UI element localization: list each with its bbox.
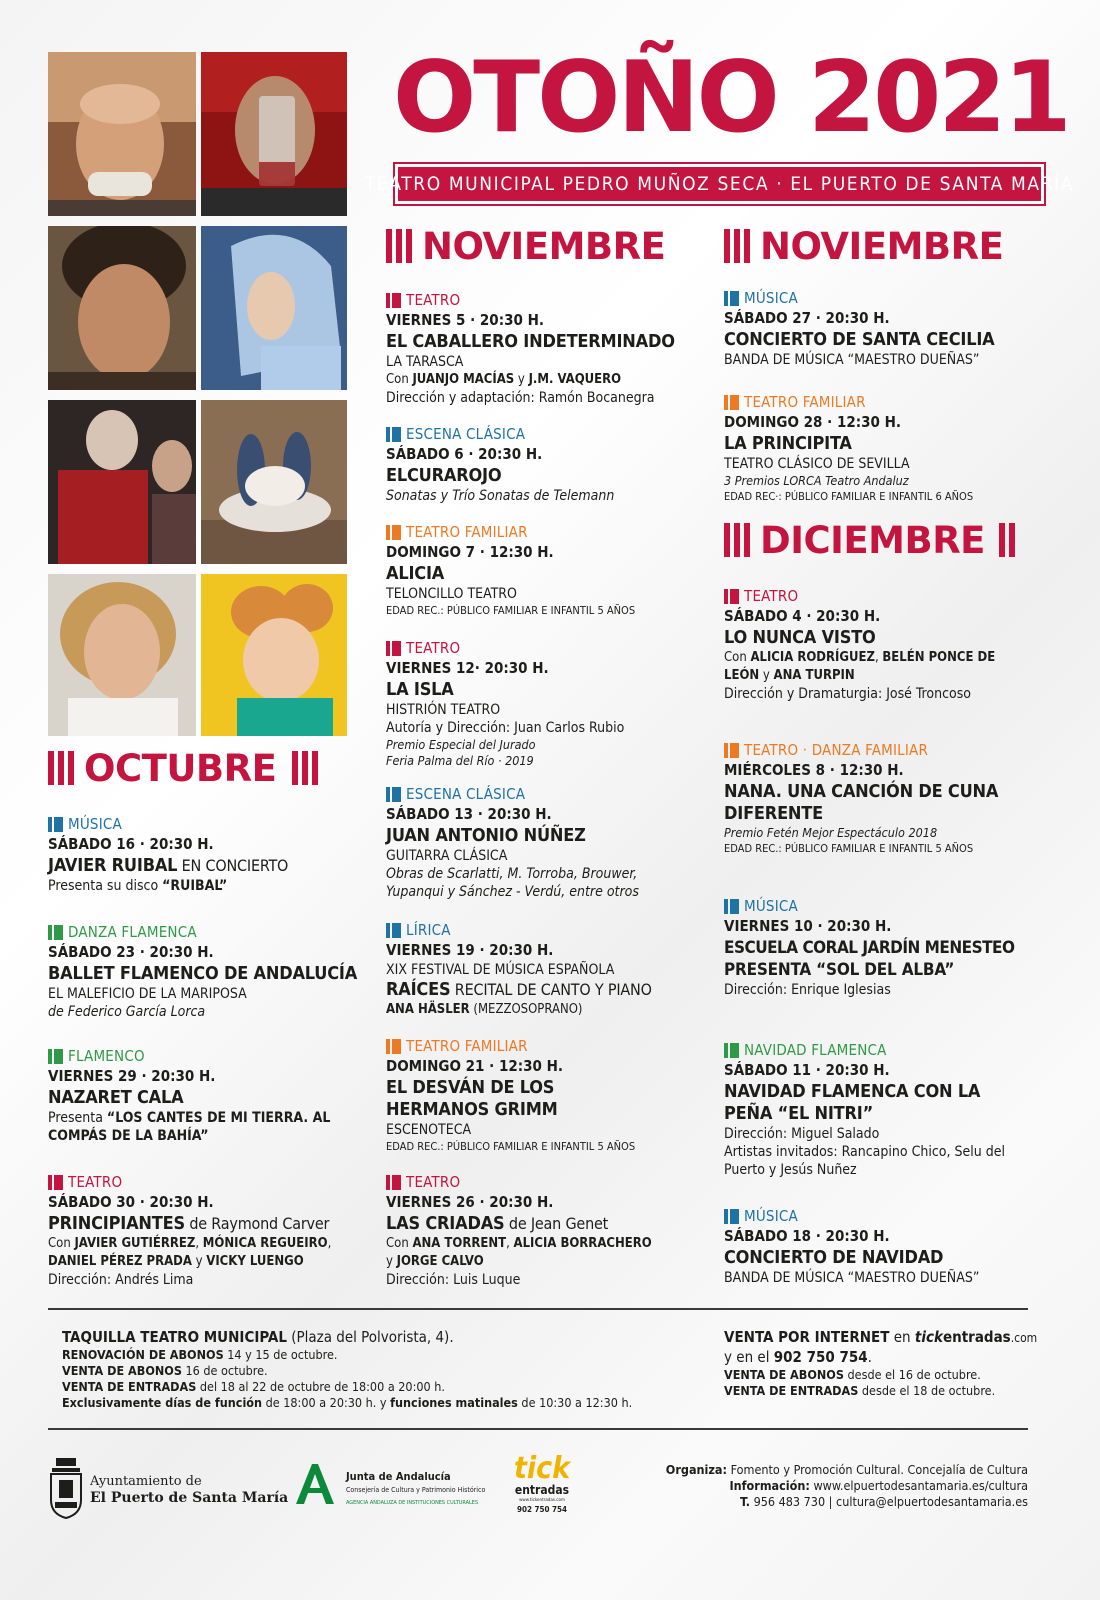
bars-icon [724,229,750,263]
event-date: VIERNES 12· 20:30 H. [386,659,549,677]
event-line: Con JUANJO MACÍAS y J.M. VAQUERO [386,372,622,387]
event-juan-antonio-nunez [386,784,706,901]
junta-name: Junta de Andalucía [346,1470,451,1483]
event-line: Dirección y Dramaturgia: José Troncoso [724,686,972,702]
event-title: LAS CRIADAS de Jean Genet [386,1213,609,1234]
event-date: SÁBADO 23 · 20:30 H. [48,943,214,961]
event-date: SÁBADO 4 · 20:30 H. [724,607,881,625]
event-title: ALICIA [386,563,445,584]
event-nazaret-cala [48,1046,358,1145]
tick-entradas: entradas [514,1483,570,1497]
taquilla-line: RENOVACIÓN DE ABONOS 14 y 15 de octubre. [62,1347,338,1362]
event-line: y JORGE CALVO [386,1254,484,1269]
event-raices [386,920,706,1019]
event-title: JUAN ANTONIO NÚÑEZ [386,825,586,846]
category-label: TEATRO · DANZA FAMILIAR [744,741,929,759]
event-line: Con JAVIER GUTIÉRREZ, MÓNICA REGUEIRO, [48,1236,332,1251]
category-label: ESCENA CLÁSICA [406,425,526,443]
event-line: LA TARASCA [386,354,464,370]
tick-wordmark: tick [513,1451,571,1486]
internet-line: VENTA DE ENTRADAS desde el 18 de octubre. [724,1383,996,1398]
event-ballet-flamenco [48,922,358,1021]
event-title: LA PRINCIPITA [724,433,852,454]
month-heading-text: DICIEMBRE [760,518,985,562]
category-label: TEATRO FAMILIAR [744,393,866,411]
event-line: Premio Especial del Jurado [386,737,536,752]
bars-icon [48,751,74,785]
event-line: Feria Palma del Río · 2019 [386,753,534,768]
event-line: 3 Premios LORCA Teatro Andaluz [724,473,909,488]
event-title: RAÍCES RECITAL DE CANTO Y PIANO [386,979,652,1000]
junta-andalucia-logo [292,1456,492,1520]
event-date: DOMINGO 7 · 12:30 H. [386,543,554,561]
category-square-icon [48,1049,63,1064]
category-square-icon [724,395,739,410]
event-line: Obras de Scarlatti, M. Torroba, Brouwer, [386,866,638,882]
month-heading-text: NOVIEMBRE [760,224,1004,268]
category-label: TEATRO [406,639,461,657]
category-label: TEATRO [406,291,461,309]
event-lo-nunca-visto [724,586,1036,703]
ayuntamiento-label: Ayuntamiento de [90,1474,202,1489]
event-line: Dirección: Miguel Salado [724,1126,880,1142]
venue-banner [364,162,1075,206]
category-square-icon [724,291,739,306]
taquilla-line: VENTA DE ENTRADAS del 18 al 22 de octubre de 18:00 a 20:00 h. [62,1379,445,1394]
event-date: SÁBADO 18 · 20:30 H. [724,1227,890,1245]
category-square-icon [386,293,401,308]
category-square-icon [386,525,401,540]
category-label: ESCENA CLÁSICA [406,785,526,803]
category-square-icon [48,1175,63,1190]
page-title: OTOÑO 2021 [393,41,1069,155]
tick-url: www.tickentradas.com [519,1498,565,1503]
category-label: TEATRO FAMILIAR [406,523,528,541]
event-line: COMPÁS DE LA BAHÍA” [48,1128,209,1144]
photo-alicia [201,574,347,736]
event-line: BANDA DE MÚSICA “MAESTRO DUEÑAS” [724,352,980,368]
ayuntamiento-logo [48,1456,289,1520]
event-title: NAZARET CALA [48,1087,184,1108]
event-title: LA ISLA [386,679,454,700]
event-date: SÁBADO 16 · 20:30 H. [48,835,214,853]
category-square-icon [724,1209,739,1224]
event-line: BANDA DE MÚSICA “MAESTRO DUEÑAS” [724,1270,980,1286]
event-title: ELCURAROJO [386,465,502,486]
category-square-icon [724,743,739,758]
category-label: MÚSICA [744,1207,798,1225]
event-title-line-2: PEÑA “EL NITRI” [724,1103,874,1124]
event-line: Dirección: Andrés Lima [48,1272,194,1288]
taquilla-heading: TAQUILLA TEATRO MUNICIPAL (Plaza del Polvorista, 4). [62,1328,454,1346]
event-date: SÁBADO 30 · 20:30 H. [48,1193,214,1211]
event-date: VIERNES 26 · 20:30 H. [386,1193,554,1211]
category-label: TEATRO [744,587,799,605]
event-la-isla [386,638,706,769]
event-line: TELONCILLO TEATRO [386,586,517,602]
event-title: JAVIER RUIBAL EN CONCIERTO [48,855,289,876]
photo-las-criadas [48,400,196,564]
venue-banner-text: TEATRO MUNICIPAL PEDRO MUÑOZ SECA · EL PUERTO DE SANTA MARÍA [364,173,1075,195]
event-desvan-grimm [386,1036,706,1155]
month-heading-diciembre [724,518,1015,562]
event-line: Autoría y Dirección: Juan Carlos Rubio [386,720,625,736]
photo-ballet-flamenco [201,400,347,564]
event-title: EL CABALLERO INDETERMINADO [386,331,675,352]
bars-icon [292,751,318,785]
event-date: SÁBADO 6 · 20:30 H. [386,445,543,463]
photo-la-isla [201,226,347,390]
taquilla-info [62,1328,632,1411]
junta-agencia: AGENCIA ANDALUZA DE INSTITUCIONES CULTURALES [346,1500,478,1506]
junta-consejeria: Consejería de Cultura y Patrimonio Histórico [346,1486,486,1494]
event-date: DOMINGO 21 · 12:30 H. [386,1057,564,1075]
month-heading-text: OCTUBRE [84,746,277,790]
event-line: de Federico García Lorca [48,1004,206,1020]
event-title: EL DESVÁN DE LOS [386,1077,555,1098]
event-navidad-flamenca [724,1040,1036,1179]
event-date: SÁBADO 11 · 20:30 H. [724,1061,890,1079]
category-label: TEATRO [68,1173,123,1191]
category-square-icon [48,817,63,832]
event-line: EDAD REC.: PÚBLICO FAMILIAR E INFANTIL 5 AÑOS [386,1140,636,1153]
category-square-icon [386,787,401,802]
event-title: NANA. UNA CANCIÓN DE CUNA [724,781,999,802]
bars-icon [724,523,750,557]
category-label: FLAMENCO [68,1047,145,1065]
event-title: LO NUNCA VISTO [724,627,876,648]
event-date: MIÉRCOLES 8 · 12:30 H. [724,761,904,779]
category-label: TEATRO [406,1173,461,1191]
category-square-icon [386,641,401,656]
category-square-icon [386,1039,401,1054]
event-line: Con ANA TORRENT, ALICIA BORRACHERO [386,1236,652,1251]
internet-info [724,1328,1037,1399]
event-line: GUITARRA CLÁSICA [386,848,508,864]
internet-phone: y en el 902 750 754. [724,1348,872,1366]
category-square-icon [386,427,401,442]
month-heading-text: NOVIEMBRE [422,224,666,268]
category-label: LÍRICA [406,921,451,939]
junta-andalucia-icon [292,1460,338,1508]
event-title: CONCIERTO DE NAVIDAD [724,1247,944,1268]
event-line: EDAD REC.: PÚBLICO FAMILIAR E INFANTIL 5 AÑOS [386,604,636,617]
event-date: VIERNES 19 · 20:30 H. [386,941,554,959]
ayuntamiento-name: El Puerto de Santa María [90,1490,289,1506]
month-heading-noviembre-2 [724,224,1003,268]
informacion-line: Información: www.elpuertodesantamaria.es/cultura [729,1478,1028,1493]
category-label: MÚSICA [744,289,798,307]
organiza-line: Organiza: Fomento y Promoción Cultural. Concejalía de Cultura [665,1462,1028,1477]
category-label: MÚSICA [68,815,122,833]
event-line: Puerto y Jesús Nuñez [724,1162,857,1178]
bars-icon [386,229,412,263]
event-line: ANA HÄSLER (MEZZOSOPRANO) [386,1002,583,1017]
bars-icon [999,523,1015,557]
event-line: HISTRIÓN TEATRO [386,702,501,718]
event-line: ESCENOTECA [386,1122,472,1138]
internet-heading: VENTA POR INTERNET en tickentradas.com [724,1328,1038,1346]
event-date: VIERNES 5 · 20:30 H. [386,311,544,329]
event-line: Dirección: Luis Luque [386,1272,521,1288]
category-label: TEATRO FAMILIAR [406,1037,528,1055]
telefono-line: T. 956 483 730 | cultura@elpuertodesantamaria.es [739,1494,1028,1509]
event-line: XIX FESTIVAL DE MÚSICA ESPAÑOLA [386,962,615,978]
tickentradas-logo [512,1451,572,1524]
event-title: BALLET FLAMENCO DE ANDALUCÍA [48,963,358,984]
month-heading-noviembre [386,224,665,268]
organiza-info [666,1462,1028,1510]
event-escuela-coral [724,896,1036,999]
category-square-icon [724,1043,739,1058]
event-line: Yupanqui y Sánchez - Verdú, entre otros [386,884,639,900]
event-line: EDAD REC·: PÚBLICO FAMILIAR E INFANTIL 6 AÑOS [724,490,974,503]
event-principiantes [48,1172,358,1289]
event-santa-cecilia [724,288,1036,369]
event-alicia [386,522,706,619]
event-title-line-2: HERMANOS GRIMM [386,1099,558,1120]
event-caballero-indeterminado [386,290,706,407]
event-nana [724,740,1036,857]
event-title: PRINCIPIANTES de Raymond Carver [48,1213,330,1234]
event-title: NAVIDAD FLAMENCA CON LA [724,1081,981,1102]
event-date: VIERNES 29 · 20:30 H. [48,1067,216,1085]
event-title: ESCUELA CORAL JARDÍN MENESTEO [724,938,1015,958]
divider [48,1428,1028,1430]
event-line: EDAD REC.: PÚBLICO FAMILIAR E INFANTIL 5 AÑOS [724,842,974,855]
event-title: CONCIERTO DE SANTA CECILIA [724,329,995,350]
event-elcurarojo [386,424,706,505]
photo-teatro-vaso [201,52,347,216]
event-title-line-2: DIFERENTE [724,803,824,824]
category-square-icon [386,923,401,938]
event-date: SÁBADO 27 · 20:30 H. [724,309,890,327]
event-line: Con ALICIA RODRÍGUEZ, BELÉN PONCE DE [724,650,996,665]
photo-teatro-mujer [48,226,196,390]
event-line: EL MALEFICIO DE LA MARIPOSA [48,986,247,1002]
category-square-icon [724,899,739,914]
event-line: LEÓN y ANA TURPIN [724,668,855,683]
event-date: SÁBADO 13 · 20:30 H. [386,805,552,823]
event-javier-ruibal [48,814,358,895]
internet-line: VENTA DE ABONOS desde el 16 de octubre. [724,1367,981,1382]
event-line: Sonatas y Trío Sonatas de Telemann [386,488,615,504]
event-line: Presenta su disco “RUIBAL” [48,878,228,894]
event-line: Presenta “LOS CANTES DE MI TIERRA. AL [48,1110,331,1126]
divider [48,1308,1028,1310]
tick-phone: 902 750 754 [516,1505,568,1514]
category-label: NAVIDAD FLAMENCA [744,1041,887,1059]
category-square-icon [724,589,739,604]
event-las-criadas [386,1172,706,1289]
event-line: TEATRO CLÁSICO DE SEVILLA [724,456,910,472]
month-heading-octubre [48,746,348,790]
event-date: VIERNES 10 · 20:30 H. [724,917,892,935]
taquilla-line: Exclusivamente días de función de 18:00 a 20:30 h. y funciones matinales de 10:30 a 12:30 h. [62,1395,633,1410]
event-line: Dirección y adaptación: Ramón Bocanegra [386,390,655,406]
event-line: Artistas invitados: Rancapino Chico, Selu del [724,1144,1005,1160]
event-line: Premio Fetén Mejor Espectáculo 2018 [724,825,938,840]
event-la-principita [724,392,1036,505]
event-date: DOMINGO 28 · 12:30 H. [724,413,902,431]
event-concierto-navidad [724,1206,1036,1287]
category-label: MÚSICA [744,897,798,915]
event-line: Dirección: Enrique Iglesias [724,982,891,998]
event-line: DANIEL PÉREZ PRADA y VICKY LUENGO [48,1254,304,1269]
category-square-icon [48,925,63,940]
event-title-line-2: PRESENTA “SOL DEL ALBA” [724,960,955,980]
photo-javier-ruibal [48,52,196,216]
taquilla-line: VENTA DE ABONOS 16 de octubre. [62,1363,268,1378]
category-square-icon [386,1175,401,1190]
coat-of-arms-icon [48,1456,84,1520]
photo-nazaret-cala [48,574,196,736]
category-label: DANZA FLAMENCA [68,923,197,941]
